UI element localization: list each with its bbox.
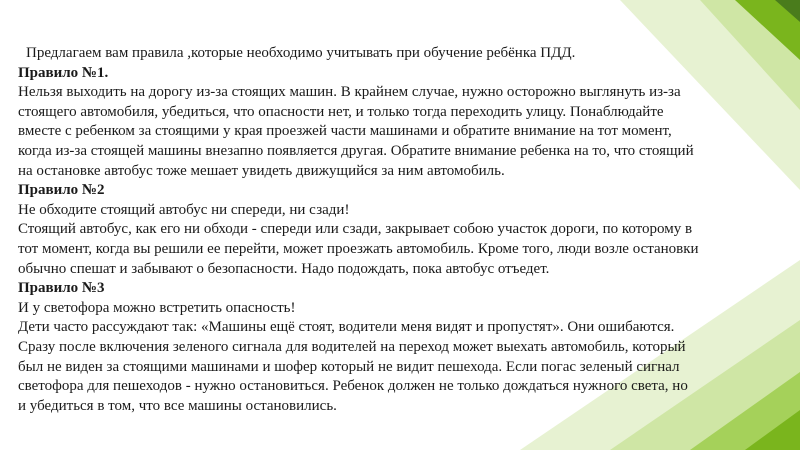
rule3-line: светофора для пешеходов - нужно остановиться. Ребенок должен не только дождаться нужного света, но [18, 378, 688, 395]
rule2-line: обычно спешат и забывают о безопасности. Надо подождать, пока автобус отъедет. [18, 260, 550, 277]
rule1-line: стоящего автомобиля, убедиться, что опасности нет, и только тогда переходить улицу. Понаблюдайте [18, 103, 664, 120]
rule2-heading: Правило №2 [18, 182, 105, 199]
rule3-line: И у светофора можно встретить опасность! [18, 299, 296, 316]
rule1-line: вместе с ребенком за стоящими у края проезжей части машинами и обратите внимание на тот момент, [18, 123, 672, 140]
rule2-line: Стоящий автобус, как его ни обходи - спереди или сзади, закрывает собою участок дороги, по которому в [18, 221, 693, 238]
rules-text-block [18, 44, 778, 416]
rule3-line: Дети часто рассуждают так: «Машины ещё стоят, водители меня видят и пропустят». Они ошибаются. [18, 319, 675, 336]
rule3-line: и убедиться в том, что все машины остановились. [18, 397, 337, 414]
rule1-line: когда из-за стоящей машины внезапно появляется другая. Обратите внимание ребенка на то, что стоящий [18, 142, 694, 159]
rule3-line: был не виден за стоящими машинами и шофер который не видит пешехода. Если погас зеленый сигнал [18, 358, 680, 375]
rule1-line: на остановке автобус тоже мешает увидеть движущийся за ним автомобиль. [18, 162, 505, 179]
rule1-line: Нельзя выходить на дорогу из-за стоящих машин. В крайнем случае, нужно осторожно выглянуть из-за [18, 84, 681, 101]
rule2-line: Не обходите стоящий автобус ни спереди, ни сзади! [18, 201, 350, 218]
rule3-line: Сразу после включения зеленого сигнала для водителей на переход может выехать автомобиль, который [18, 338, 686, 355]
rule2-line: тот момент, когда вы решили ее перейти, может проезжать автомобиль. Кроме того, люди возле остановки [18, 240, 699, 257]
intro-text: Предлагаем вам правила ,которые необходимо учитывать при обучение ребёнка ПДД. [26, 45, 576, 61]
rule3-heading: Правило №3 [18, 280, 105, 297]
rule1-heading: Правило №1. [18, 64, 109, 81]
